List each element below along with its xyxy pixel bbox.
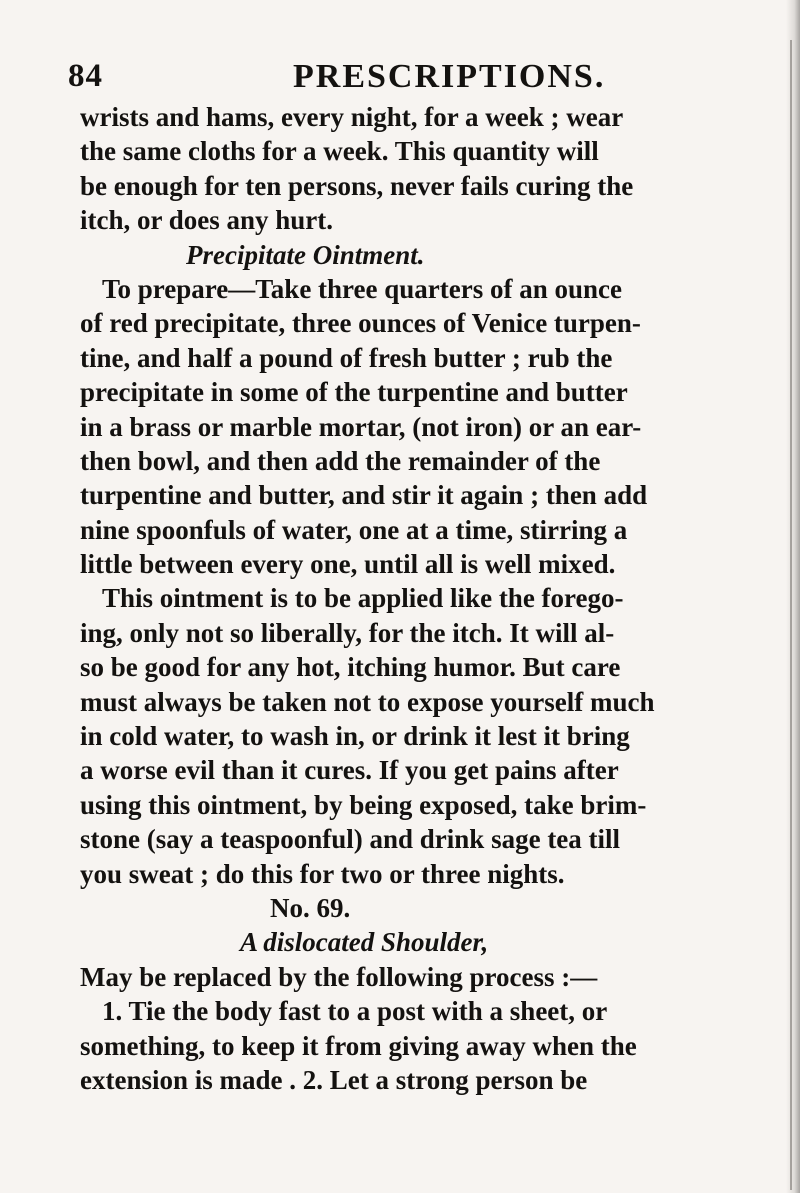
text-line: ing, only not so liberally, for the itch. It will al- <box>80 617 615 648</box>
text-line: using this ointment, by being exposed, take brim- <box>80 789 647 820</box>
body-text <box>80 100 795 1097</box>
text-line: in a brass or marble mortar, (not iron) or an ear- <box>80 411 642 442</box>
text-line: you sweat ; do this for two or three nights. <box>80 858 565 889</box>
text-line: something, to keep it from giving away when the <box>80 1030 637 1061</box>
text-line: This ointment is to be applied like the forego- <box>102 583 624 614</box>
text-line: turpentine and butter, and stir it again ; then add <box>80 480 648 511</box>
text-line: a worse evil than it cures. If you get pains after <box>80 755 619 786</box>
text-line: so be good for any hot, itching humor. But care <box>80 652 621 683</box>
page-edge-shadow <box>786 0 800 1193</box>
text-line: wrists and hams, every night, for a week ; wear <box>80 102 624 132</box>
text-line: precipitate in some of the turpentine and butter <box>80 377 628 408</box>
text-line: nine spoonfuls of water, one at a time, stirring a <box>80 514 628 545</box>
text-line: little between every one, until all is well mixed. <box>80 549 616 580</box>
text-line: the same cloths for a week. This quantity will <box>80 136 599 167</box>
section-heading: Precipitate Ointment. <box>186 239 425 270</box>
text-line: tine, and half a pound of fresh butter ; rub the <box>80 342 613 373</box>
running-head: PRESCRIPTIONS. <box>293 58 606 95</box>
text-line: of red precipitate, three ounces of Venice turpen- <box>80 308 641 339</box>
text-line: in cold water, to wash in, or drink it lest it bring <box>80 721 630 752</box>
text-line: itch, or does any hurt. <box>80 205 334 236</box>
text-line: To prepare—Take three quarters of an ounce <box>102 273 623 304</box>
text-line: May be replaced by the following process :— <box>80 961 598 992</box>
text-line: extension is made . 2. Let a strong person be <box>80 1064 588 1095</box>
page-number: 84 <box>68 58 103 94</box>
text-line: then bowl, and then add the remainder of the <box>80 445 601 476</box>
page-header <box>68 58 748 98</box>
text-line: 1. Tie the body fast to a post with a sheet, or <box>102 996 608 1027</box>
section-heading: A dislocated Shoulder, <box>240 927 489 958</box>
text-line: stone (say a teaspoonful) and drink sage tea till <box>80 824 621 855</box>
recipe-number: No. 69. <box>270 892 351 923</box>
text-line: must always be taken not to expose yourself much <box>80 686 655 717</box>
text-line: be enough for ten persons, never fails curing the <box>80 170 634 201</box>
